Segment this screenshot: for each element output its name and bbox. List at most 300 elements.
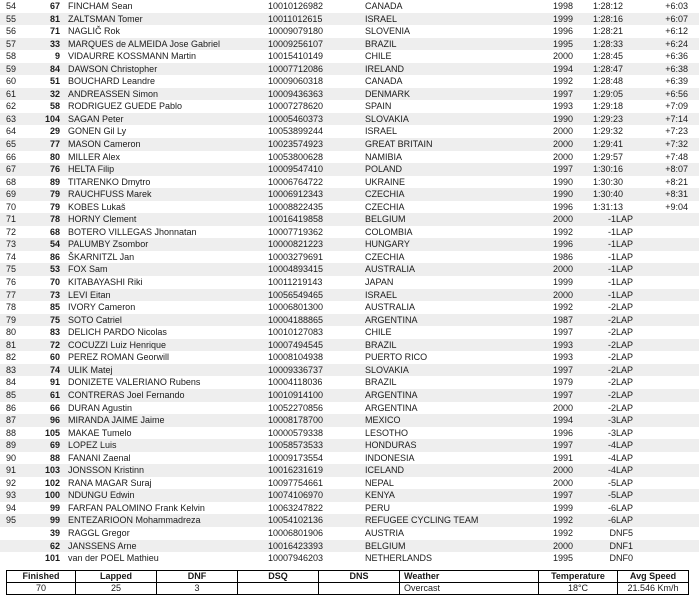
rank-cell: 61 [6,88,17,99]
time-gap: +6:39 [665,76,688,87]
nation: AUSTRALIA [365,264,416,275]
rank-cell: 89 [6,440,17,451]
uci-id: 10016419858 [268,214,324,225]
bib-cell: 91 [49,377,60,388]
birth-year: 2000 [553,289,574,300]
birth-year: 2000 [553,214,574,225]
rider-name: FARFAN PALOMINO Frank Kelvin [68,502,205,513]
nation: BRAZIL [365,339,397,350]
lapped-status: -3LAP [607,415,633,426]
summary-dsq [238,583,319,595]
table-row [0,314,699,327]
uci-id: 10000579338 [268,427,324,438]
finish-time: 1:28:21 [593,26,624,37]
rank-cell: 57 [6,38,17,49]
rank-cell: 65 [6,139,17,150]
nation: CANADA [365,1,403,11]
lapped-status: -1LAP [607,251,633,262]
bib-cell: 72 [49,339,60,350]
lapped-status: -2LAP [607,389,633,400]
lapped-status: -1LAP [607,226,633,237]
uci-id: 10004118036 [268,377,323,388]
finish-time: 1:28:48 [593,76,624,87]
rider-name: GONEN Gil Ly [68,126,127,137]
uci-id: 10006912343 [268,189,324,200]
table-row [0,540,699,553]
birth-year: 1994 [553,63,574,74]
lapped-status: -3LAP [607,427,633,438]
uci-id: 10009436363 [268,88,324,99]
rider-name: PALUMBY Zsombor [68,239,149,250]
finish-time: 1:30:30 [593,176,624,187]
rank-cell: 63 [6,113,17,124]
rank-cell: 72 [6,226,17,237]
nation: ARGENTINA [365,389,418,400]
finish-time: 1:31:13 [593,201,624,212]
nation: ISRAEL [365,13,398,24]
nation: LESOTHO [365,427,409,438]
lapped-status: -2LAP [607,364,633,375]
bib-cell: 102 [44,477,60,488]
table-row [0,477,699,490]
bib-cell: 77 [49,139,60,150]
bib-cell: 104 [44,113,60,124]
nation: ISRAEL [365,126,398,137]
nation: SLOVAKIA [365,364,409,375]
rank-cell: 91 [6,465,17,476]
uci-id: 10052270856 [268,402,324,413]
dnf-status: DNF0 [609,553,633,564]
rank-cell: 60 [6,76,17,87]
nation: SPAIN [365,101,392,112]
rider-name: ŠKARNITZL Jan [68,251,135,262]
birth-year: 1993 [553,352,574,363]
nation: NETHERLANDS [365,553,433,564]
finish-time: 1:28:12 [593,1,624,11]
nation: CHILE [365,51,392,62]
table-row [0,75,699,88]
birth-year: 1996 [553,26,574,37]
nation: ARGENTINA [365,402,418,413]
rank-cell: 71 [6,214,17,225]
rider-name: FOX Sam [68,264,108,275]
lapped-status: -2LAP [607,377,633,388]
rider-name: MASON Cameron [68,139,141,150]
bib-cell: 32 [49,88,60,99]
birth-year: 1992 [553,302,574,313]
table-row [0,289,699,302]
time-gap: +6:07 [665,13,688,24]
dnf-status: DNF5 [609,527,633,538]
uci-id: 10008178700 [268,415,324,426]
rank-cell: 80 [6,327,17,338]
table-row [0,351,699,364]
rank-cell: 73 [6,239,17,250]
lapped-status: -2LAP [607,339,633,350]
summary-value-row [7,583,689,595]
lapped-status: -2LAP [607,302,633,313]
table-row [0,38,699,51]
table-row [0,326,699,339]
table-row [0,251,699,264]
uci-id: 10009060318 [268,76,324,87]
uci-id: 10008822435 [268,201,324,212]
table-row [0,226,699,239]
table-row [0,188,699,201]
rank-cell: 90 [6,452,17,463]
rider-name: ENTEZARIOON Mohammadreza [68,515,201,526]
bib-cell: 105 [44,427,60,438]
table-row [0,63,699,76]
summary-weather: Overcast [400,583,539,595]
bib-cell: 85 [49,302,60,313]
nation: BRAZIL [365,38,397,49]
nation: REFUGEE CYCLING TEAM [365,515,479,526]
time-gap: +6:24 [665,38,688,49]
lapped-status: -4LAP [607,452,633,463]
table-row [0,439,699,452]
bib-cell: 84 [49,63,60,74]
table-row [0,125,699,138]
birth-year: 1993 [553,339,574,350]
table-row [0,364,699,377]
birth-year: 2000 [553,540,574,551]
uci-id: 10008104938 [268,352,324,363]
rider-name: MARQUES de ALMEIDA Jose Gabriel [68,38,221,49]
birth-year: 1999 [553,502,574,513]
rank-cell: 54 [6,1,17,11]
uci-id: 10007278620 [268,101,324,112]
finish-time: 1:30:16 [593,164,624,175]
rank-cell: 79 [6,314,17,325]
rank-cell: 87 [6,415,17,426]
rank-cell: 74 [6,251,17,262]
bib-cell: 88 [49,452,60,463]
finish-time: 1:28:47 [593,63,624,74]
rider-name: KOBES Lukaš [68,201,126,212]
rank-cell: 59 [6,63,17,74]
nation: GREAT BRITAIN [365,139,433,150]
birth-year: 2000 [553,402,574,413]
birth-year: 1990 [553,113,574,124]
nation: SLOVAKIA [365,113,409,124]
time-gap: +7:32 [665,139,688,150]
bib-cell: 51 [49,76,60,87]
table-row [0,452,699,465]
finish-time: 1:29:32 [593,126,624,137]
uci-id: 10004893415 [268,264,324,275]
rank-cell: 55 [6,13,17,24]
bib-cell: 96 [49,415,60,426]
uci-id: 10016231619 [268,465,324,476]
rider-name: FANANI Zaenal [68,452,131,463]
rank-cell: 69 [6,189,17,200]
summary-header-row [7,571,689,583]
nation: PERU [365,502,391,513]
bib-cell: 29 [49,126,60,137]
summary-header-dsq: DSQ [238,571,319,583]
rider-name: RAUCHFUSS Marek [68,189,152,200]
uci-id: 10007712086 [268,63,324,74]
table-row [0,489,699,502]
uci-id: 10006801906 [268,527,324,538]
time-gap: +7:23 [665,126,688,137]
summary-header-finished: Finished [7,571,76,583]
time-gap: +7:48 [665,151,688,162]
nation: DENMARK [365,88,411,99]
birth-year: 2000 [553,139,574,150]
uci-id: 10058573533 [268,440,324,451]
summary-dnf: 3 [157,583,238,595]
uci-id: 10006801300 [268,302,324,313]
birth-year: 1997 [553,364,574,375]
table-row [0,138,699,151]
table-row [0,213,699,226]
summary-finished: 70 [7,583,76,595]
table-row [0,527,699,540]
birth-year: 1997 [553,389,574,400]
rider-name: SOTO Catriel [68,314,122,325]
finish-time: 1:28:45 [593,51,624,62]
lapped-status: -4LAP [607,465,633,476]
lapped-status: -6LAP [607,515,633,526]
birth-year: 2000 [553,51,574,62]
table-row [0,113,699,126]
uci-id: 10011219143 [268,277,323,288]
rider-name: VIDAURRE KOSSMANN Martin [68,51,197,62]
uci-id: 10053800628 [268,151,324,162]
bib-cell: 100 [44,490,60,501]
bib-cell: 69 [49,440,60,451]
uci-id: 10011012615 [268,13,323,24]
bib-cell: 83 [49,327,60,338]
rank-cell: 75 [6,264,17,275]
birth-year: 1992 [553,226,574,237]
birth-year: 2000 [553,264,574,275]
table-row [0,414,699,427]
birth-year: 1996 [553,201,574,212]
nation: POLAND [365,164,403,175]
birth-year: 1995 [553,553,574,564]
rider-name: MILLER Alex [68,151,121,162]
rank-cell: 62 [6,101,17,112]
table-row [0,201,699,214]
table-row [0,100,699,113]
bib-cell: 60 [49,352,60,363]
rider-name: IVORY Cameron [68,302,136,313]
nation: JAPAN [365,277,394,288]
bib-cell: 99 [49,515,60,526]
rider-name: KITABAYASHI Riki [68,277,143,288]
rank-cell: 76 [6,277,17,288]
finish-time: 1:29:23 [593,113,624,124]
rank-cell: 92 [6,477,17,488]
summary-lapped: 25 [76,583,157,595]
bib-cell: 99 [49,502,60,513]
summary-header-weather: Weather [400,571,539,583]
uci-id: 10010126982 [268,1,324,11]
birth-year: 1994 [553,415,574,426]
rider-name: PEREZ ROMAN Georwill [68,352,170,363]
uci-id: 10015410149 [268,51,324,62]
summary-header-avg-speed: Avg Speed [618,571,689,583]
nation: IRELAND [365,63,405,74]
rider-name: LEVI Eitan [68,289,111,300]
uci-id: 10074106970 [268,490,324,501]
time-gap: +6:56 [665,88,688,99]
table-row [0,376,699,389]
birth-year: 1986 [553,251,574,262]
bib-cell: 39 [49,527,60,538]
table-row [0,25,699,38]
uci-id: 10056549465 [268,289,324,300]
lapped-status: -2LAP [607,314,633,325]
birth-year: 1998 [553,1,574,11]
rider-name: ULIK Matej [68,364,113,375]
uci-id: 10009336737 [268,364,324,375]
uci-id: 10010914100 [268,389,324,400]
nation: UKRAINE [365,176,406,187]
nation: AUSTRIA [365,527,405,538]
bib-cell: 80 [49,151,60,162]
table-row [0,276,699,289]
rider-name: JANSSENS Arne [68,540,137,551]
nation: BELGIUM [365,540,406,551]
uci-id: 10000821223 [268,239,324,250]
birth-year: 2000 [553,126,574,137]
finish-time: 1:29:41 [593,139,624,150]
rider-name: COCUZZI Luiz Henrique [68,339,167,350]
summary-header-dns: DNS [319,571,400,583]
birth-year: 1992 [553,527,574,538]
table-row [0,176,699,189]
nation: ARGENTINA [365,314,418,325]
uci-id: 10005460373 [268,113,324,124]
rider-name: NDUNGU Edwin [68,490,135,501]
table-row [0,514,699,527]
uci-id: 10063247822 [268,502,324,513]
bib-cell: 67 [49,1,60,11]
summary-header-temperature: Temperature [539,571,618,583]
dnf-status: DNF1 [609,540,633,551]
table-row [0,13,699,26]
rider-name: TITARENKO Dmytro [68,176,151,187]
time-gap: +8:21 [665,176,688,187]
uci-id: 10054102136 [268,515,324,526]
birth-year: 2000 [553,477,574,488]
birth-year: 1995 [553,38,574,49]
time-gap: +9:04 [665,201,688,212]
rank-cell: 77 [6,289,17,300]
bib-cell: 71 [49,26,60,37]
rank-cell: 70 [6,201,17,212]
bib-cell: 54 [49,239,60,250]
time-gap: +6:36 [665,51,688,62]
nation: NEPAL [365,477,394,488]
time-gap: +7:09 [665,101,688,112]
table-row [0,301,699,314]
birth-year: 1997 [553,490,574,501]
nation: HUNGARY [365,239,410,250]
nation: ISRAEL [365,289,398,300]
bib-cell: 73 [49,289,60,300]
rank-cell: 83 [6,364,17,375]
finish-time: 1:29:18 [593,101,624,112]
nation: COLOMBIA [365,226,413,237]
summary-dns [319,583,400,595]
rank-cell: 67 [6,164,17,175]
rider-name: ZALTSMAN Tomer [68,13,143,24]
bib-cell: 78 [49,214,60,225]
rank-cell: 95 [6,515,17,526]
birth-year: 1997 [553,88,574,99]
rank-cell: 66 [6,151,17,162]
rank-cell: 84 [6,377,17,388]
bib-cell: 103 [44,465,60,476]
uci-id: 10016423393 [268,540,324,551]
birth-year: 1990 [553,176,574,187]
summary-header-dnf: DNF [157,571,238,583]
birth-year: 1997 [553,440,574,451]
lapped-status: -5LAP [607,490,633,501]
birth-year: 1996 [553,427,574,438]
time-gap: +8:31 [665,189,688,200]
table-row [0,502,699,515]
bib-cell: 86 [49,251,60,262]
lapped-status: -2LAP [607,327,633,338]
rider-name: RANA MAGAR Suraj [68,477,152,488]
table-row [0,339,699,352]
rider-name: NAGLIČ Rok [68,26,121,37]
bib-cell: 101 [44,553,60,564]
uci-id: 10009173554 [268,452,324,463]
rider-name: ANDREASSEN Simon [68,88,159,99]
rider-name: RAGGL Gregor [68,527,130,538]
birth-year: 1987 [553,314,574,325]
bib-cell: 89 [49,176,60,187]
bib-cell: 79 [49,189,60,200]
table-row [0,402,699,415]
lapped-status: -5LAP [607,477,633,488]
bib-cell: 61 [49,389,60,400]
table-row [0,238,699,251]
nation: PUERTO RICO [365,352,428,363]
rider-name: HELTA Filip [68,164,115,175]
uci-id: 10007719362 [268,226,324,237]
rank-cell: 94 [6,502,17,513]
birth-year: 2000 [553,465,574,476]
birth-year: 1999 [553,13,574,24]
lapped-status: -2LAP [607,352,633,363]
nation: CHILE [365,327,392,338]
nation: MEXICO [365,415,401,426]
table-row [0,50,699,63]
nation: BELGIUM [365,214,406,225]
finish-time: 1:29:05 [593,88,624,99]
bib-cell: 66 [49,402,60,413]
uci-id: 10009079180 [268,26,324,37]
uci-id: 10009256107 [268,38,324,49]
lapped-status: -1LAP [607,289,633,300]
table-row [0,427,699,440]
birth-year: 1996 [553,239,574,250]
nation: INDONESIA [365,452,415,463]
birth-year: 2000 [553,151,574,162]
lapped-status: -4LAP [607,440,633,451]
uci-id: 10007494545 [268,339,324,350]
bib-cell: 33 [49,38,60,49]
uci-id: 10009547410 [268,164,324,175]
